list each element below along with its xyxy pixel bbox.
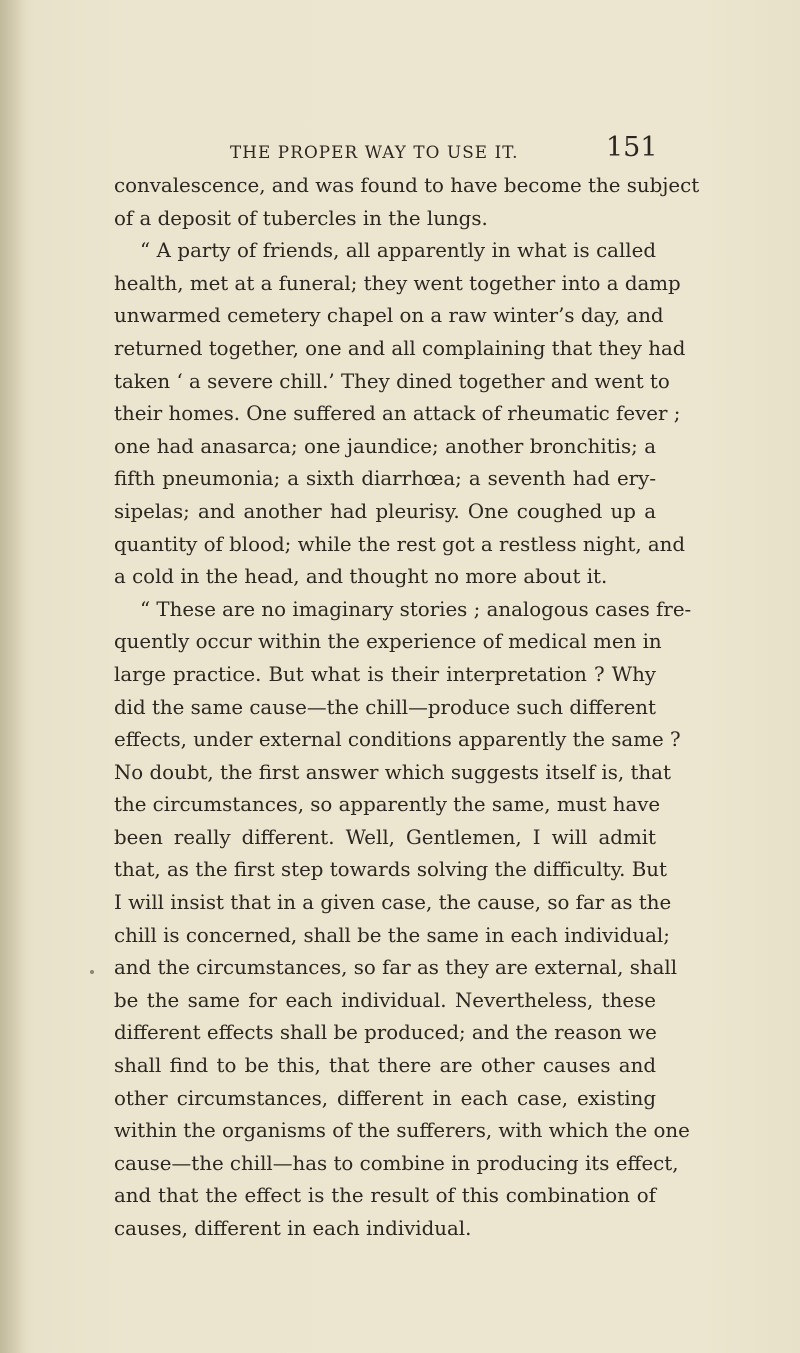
gutter-shadow [0, 0, 26, 1353]
text-line: effects, under external conditions apparently the same ? [114, 728, 681, 752]
text-line: and the circumstances, so far as they are external, shall [114, 956, 678, 980]
text-line: shall find to be this, that there are other causes and [114, 1054, 656, 1078]
text-line: health, met at a funeral; they went together into a damp [114, 271, 681, 295]
text-line: quently occur within the experience of medical men in [114, 630, 662, 654]
text-line: one had anasarca; one jaundice; another bronchitis; a [114, 434, 656, 458]
text-line: and that the effect is the result of this combination of [114, 1184, 656, 1208]
text-line: their homes. One suffered an attack of rheumatic fever ; [114, 402, 681, 426]
page-number: 151 [606, 132, 658, 163]
text-line: causes, different in each individual. [114, 1217, 472, 1240]
running-head: THE PROPER WAY TO USE IT. [230, 142, 519, 162]
text-line: “ A party of friends, all apparently in what is called [140, 239, 656, 263]
text-line: the circumstances, so apparently the same, must have [114, 793, 661, 817]
text-line: been really different. Well, Gentlemen, I will admit [114, 825, 656, 849]
text-line: different effects shall be produced; and the reason we [114, 1021, 657, 1045]
text-line: of a deposit of tubercles in the lungs. [114, 206, 488, 230]
text-line: fifth pneumonia; a sixth diarrhœa; a seventh had ery- [114, 467, 656, 491]
text-line: cause—the chill—has to combine in producing its effect, [114, 1151, 679, 1175]
margin-dot [90, 970, 94, 974]
text-line: other circumstances, different in each case, existing [114, 1086, 656, 1110]
text-line: that, as the first step towards solving the difficulty. But [114, 858, 667, 882]
text-line: quantity of blood; while the rest got a restless night, and [114, 532, 686, 556]
text-line: chill is concerned, shall be the same in each individual; [114, 923, 670, 947]
text-line: did the same cause—the chill—produce such different [114, 695, 656, 719]
body-text [114, 170, 700, 1246]
text-line: a cold in the head, and thought no more about it. [114, 565, 608, 589]
text-line: I will insist that in a given case, the cause, so far as the [114, 891, 672, 915]
text-line: within the organisms of the sufferers, with which the one [114, 1119, 690, 1143]
text-line: convalescence, and was found to have become the subject [114, 174, 700, 197]
text-line: returned together, one and all complaining that they had [114, 336, 686, 360]
text-line: “ These are no imaginary stories ; analogous cases fre- [140, 597, 692, 621]
text-line: taken ‘ a severe chill.’ They dined together and went to [114, 369, 670, 393]
text-line: unwarmed cemetery chapel on a raw winter’s day, and [114, 304, 664, 328]
text-line: sipelas; and another had pleurisy. One coughed up a [114, 499, 656, 523]
text-line: be the same for each individual. Nevertheless, these [114, 988, 656, 1012]
text-line: large practice. But what is their interpretation ? Why [114, 662, 656, 686]
text-line: No doubt, the first answer which suggests itself is, that [114, 760, 671, 784]
